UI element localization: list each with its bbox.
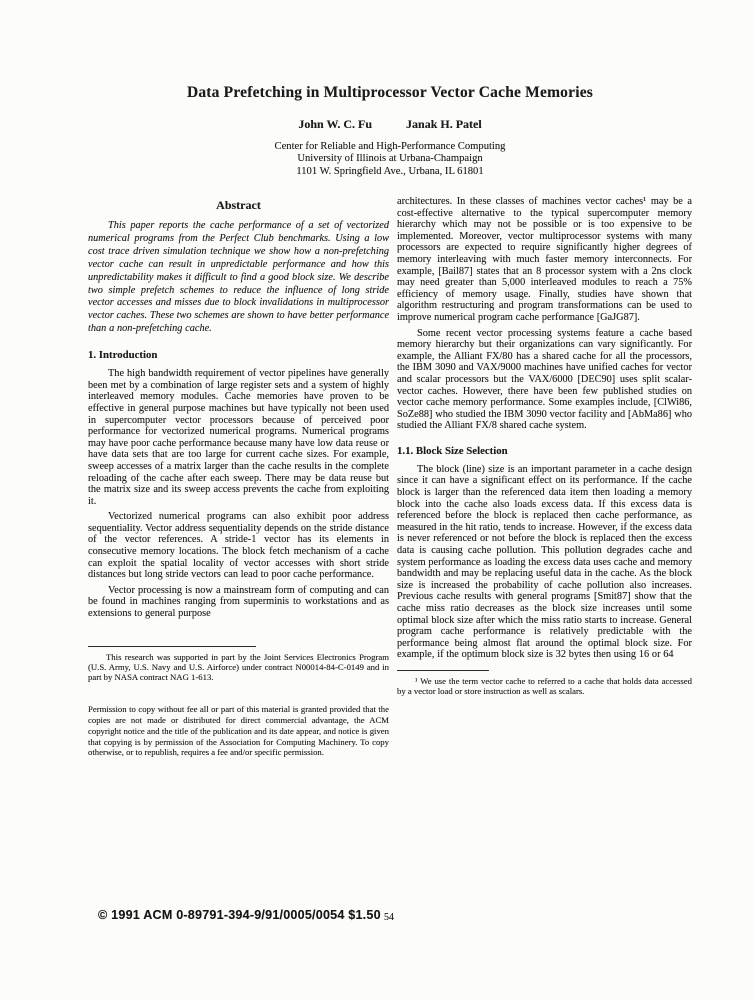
affiliation-line-1: Center for Reliable and High-Performance Computing	[274, 141, 506, 152]
paper-header	[60, 84, 720, 178]
affiliation-line-2: University of Illinois at Urbana-Champaign	[297, 153, 483, 165]
left-column	[88, 196, 389, 758]
footnote-rule-right	[397, 670, 489, 671]
page-number: 54	[384, 912, 394, 923]
continuation-paragraph: architectures. In these classes of machines vector caches¹ may be a cost-effective alternative to the typical supercomputer memory hierarchy which may not be possible or is too expensive to be implemented. Moreover, vector multiprocessor systems with many processors are expected to require significantly higher degrees of memory interleaving with much faster memory interconnects. For example, [Bail87] states that an 8 processor system with a 2ns clock may need greater than 5,000 interleaved modules to reach a 75% efficiency of memory usage. Finally, studies have shown that algorithm restructuring and program transformations can be used to improve numerical program cache performance [GaJG87].	[397, 196, 692, 323]
page-footer	[0, 908, 755, 932]
right-column	[397, 196, 692, 696]
intro-paragraph-1: The high bandwidth requirement of vector pipelines have generally been met by a combination of large register sets and a system of highly interleaved memory modules. Cache memories have proven to be effective in general purpose machines but have typically not been used in supercomputer vector processors because of perceived poor performance for vectorized numerical programs. Numerical programs may have poor cache performance because many have low data reuse or have data sets that are too large for current cache sizes. For example, sweep accesses of a matrix larger than the cache results in the complete reloading of the cache after each sweep. There may be data reuse but the matrix size and its sweep access prevents the cache from exploiting it.	[88, 368, 389, 507]
authors-line	[60, 117, 720, 132]
intro-paragraph-2: Vectorized numerical programs can also exhibit poor address sequentiality. Vector address sequentiality depends on the stride distance of the vector references. A stride-1 vector has its elements in consecutive memory locations. The block fetch mechanism of a cache can exploit the spatial locality of vector accesses with short stride distances but long stride vectors can lead to poor cache performance.	[88, 511, 389, 581]
permission-notice: Permission to copy without fee all or part of this material is granted provided that the copies are not made or distributed for direct commercial advantage, the ACM copyright notice and the title of the publication and its date appear, and notice is given that copying is by permission of the Association for Computing Machinery. To copy otherwise, or to republish, requires a fee and/or specific permission.	[88, 704, 389, 758]
affiliation-line-3: 1101 W. Springfield Ave., Urbana, IL 61801	[296, 165, 484, 177]
block-size-paragraph: The block (line) size is an important parameter in a cache design since it can have a significant effect on its performance. If the cache block is larger than the referenced data item then loading a memory block into the cache also loads excess data. If this excess data is referenced before the block is replaced then cache performance, as measured in the hit ratio, tends to increase. However, if the excess data is never referenced or not before the block is replaced then the excess data is causing cache pollution. This pollution degrades cache and system performance as loading the excess data uses cache and memory bandwidth and may be replacing useful data in the cache. As the block size is increased the probability of cache pollution also increases. Previous cache results with general programs [Smit87] show that the cache miss ratio decreases as the block size increases until some optimal block size after which the miss ratio starts to increase. General program cache performance is relatively predictable with the performance being almost flat around the optimal block size. For example, if the optimum block size is 32 bytes then using 16 or 64	[397, 463, 692, 661]
footnote-rule-left	[88, 646, 256, 647]
author-name-patel: Janak H. Patel	[406, 117, 482, 131]
vector-cache-footnote: ¹ We use the term vector cache to referred to a cache that holds data accessed by a vector load or store instruction as well as scalars.	[397, 675, 692, 697]
support-footnote: This research was supported in part by the Joint Services Electronics Program (U.S. Army, U.S. Navy and U.S. Airforce) under contract N00014-84-C-0149 and in part by NASA contract NAG 1-613.	[88, 651, 389, 683]
copyright-line: © 1991 ACM 0-89791-394-9/91/0005/0054 $1.50	[98, 908, 381, 922]
author-name-fu: John W. C. Fu	[298, 117, 373, 131]
abstract-heading: Abstract	[216, 198, 261, 212]
section-heading-block-size: 1.1. Block Size Selection	[397, 444, 508, 457]
paper-title: Data Prefetching in Multiprocessor Vector Cache Memories	[186, 84, 594, 101]
intro-paragraph-3: Vector processing is now a mainstream form of computing and can be found in machines ranging from superminis to workstations and as extensions to general purpose	[88, 584, 389, 620]
affiliation-block	[60, 141, 720, 178]
section-heading-introduction: 1. Introduction	[88, 349, 158, 362]
abstract-text: This paper reports the cache performance of a set of vectorized numerical programs from the Perfect Club benchmarks. Using a low cost trace driven simulation technique we show how a non-prefetching vector cache can result in unpredictable performance and how this unpredictability makes it difficult to find a good block size. We describe two simple prefetch schemes to reduce the influence of long stride vector accesses and misses due to block invalidations in multiprocessor vector caches. These two schemes are shown to have better performance than a non-prefetching cache.	[88, 220, 390, 335]
vector-systems-paragraph: Some recent vector processing systems feature a cache based memory hierarchy but their organizations can vary significantly. For example, the Alliant FX/80 has a shared cache for all the processors, the IBM 3090 and VAX/9000 machines have unified caches for vector and scalar processors but the VAX/6000 [DEC90] uses split scalar-vector caches. However, there have been few published studies on vector cache memory performance. Some examples include, [ClWi86, SoZe88] who studied the IBM 3090 vector facility and [AbMa86] who studied the Alliant FX/8 shared cache system.	[397, 327, 692, 432]
